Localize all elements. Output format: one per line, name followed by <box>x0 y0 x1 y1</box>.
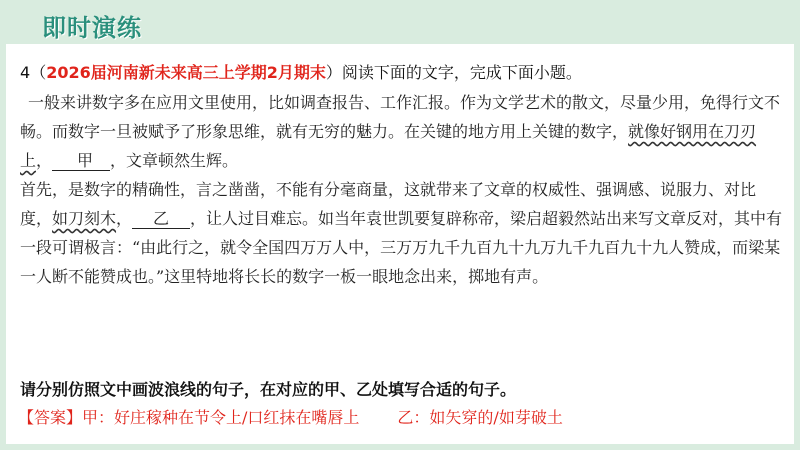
passage-paragraph-2 <box>20 175 785 291</box>
passage-paragraph-1 <box>20 88 785 175</box>
wavy-sentence-1: 就像好钢用在刀刃上 <box>20 122 757 170</box>
question-source: 2026届河南新未来高三上学期2月期末 <box>46 63 326 82</box>
close-paren: ） <box>325 63 342 82</box>
answer-part-a: 甲：好庄稼种在节令上/口红抹在嘴唇上 <box>82 408 360 427</box>
blank-jia: 甲 <box>52 152 110 171</box>
blank-yi: 乙 <box>132 210 190 229</box>
task-prompt: 请分别仿照文中画波浪线的句子，在对应的甲、乙处填写合适的句子。 <box>20 380 517 399</box>
question-header <box>20 62 780 84</box>
answer-line <box>18 405 783 428</box>
passage-p2-start: 首先，是数字的精确性，言之凿凿，不能有分毫商量，这就带来了文章的权威性、强调感、说服力、对比度， <box>20 180 757 228</box>
question-instruction: 阅读下面的文字，完成下面小题。 <box>341 63 582 82</box>
answer-label: 【答案】 <box>18 408 83 427</box>
open-paren: （ <box>30 63 47 82</box>
wavy-sentence-2: 如刀刻木 <box>52 209 117 228</box>
reading-passage <box>20 88 785 291</box>
passage-p1-text: 一般来讲数字多在应用文里使用，比如调查报告、工作汇报。作为文学艺术的散文，尽量少用，免得行文不畅。而数字一旦被赋予了形象思维，就有无穷的魅力。在关键的地方用上关键的数字， <box>20 93 781 141</box>
question-number: 4 <box>20 63 31 82</box>
passage-p1-sep: ， <box>36 151 53 170</box>
passage-p1-end: ，文章顿然生辉。 <box>110 151 239 170</box>
answer-part-b: 乙：如矢穿的/如芽破土 <box>397 408 563 427</box>
passage-p2-sep: ， <box>116 209 133 228</box>
page-title: 即时演练 <box>42 14 142 42</box>
passage-p2-end: ，让人过目难忘。如当年袁世凯要复辟称帝，梁启超毅然站出来写文章反对，其中有一段可谓极言：“由此行之，就令全国四万万人中，三万万九千九百九十九万九千九百九十九人赞成，而梁某一人断不能赞成也。”这里特地将长长的数字一板一眼地念出来，掷地有声。 <box>20 209 783 286</box>
